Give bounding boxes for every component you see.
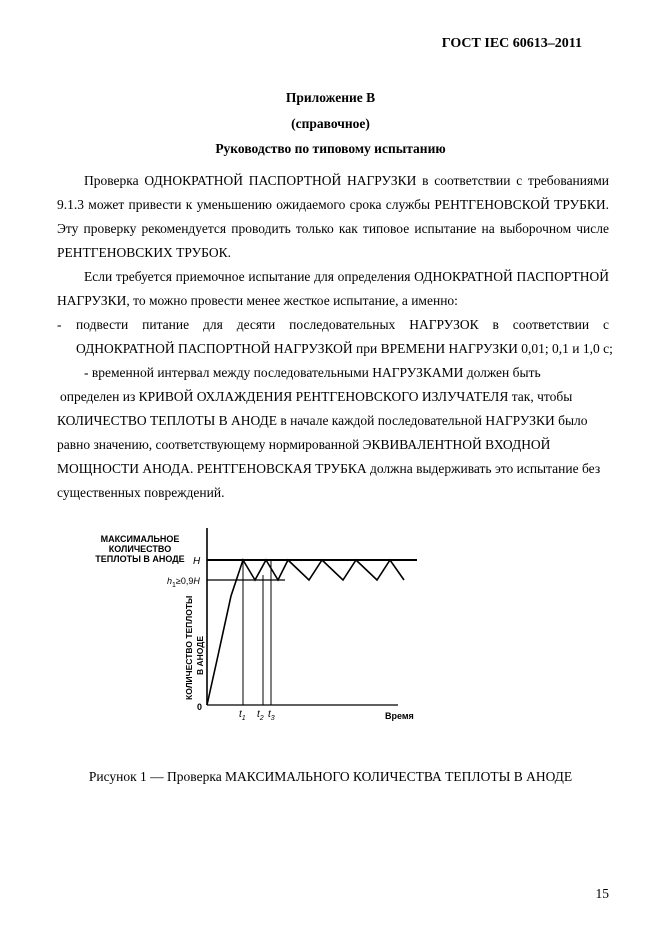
figure-title-line-3: ТЕПЛОТЫ В АНОДЕ — [95, 554, 185, 564]
list-item-2-line-4: равно значению, соответствующему нормированной ЭКВИВАЛЕНТНОЙ ВХОДНОЙ — [57, 437, 551, 452]
paragraph-1-line-3: Эту проверку рекомендуется проводить только как типовое испытание на выборочном числе — [57, 221, 609, 236]
figure-title-line-1: МАКСИМАЛЬНОЕ — [100, 534, 180, 544]
list-item-2-line-6: существенных повреждений. — [57, 485, 225, 500]
page-number: 15 — [595, 886, 609, 901]
h1-label: $h_1\ge 0,9H$ — [167, 576, 200, 589]
list-item-1-line-1: подвести питание для десяти последовательных НАГРУЗОК в соответствии с — [76, 317, 609, 332]
standard-code: ГОСТ IEC 60613–2011 — [441, 36, 582, 51]
list-item-1-line-2: ОДНОКРАТНОЙ ПАСПОРТНОЙ НАГРУЗКОЙ при ВРЕМЕНИ НАГРУЗКИ 0,01; 0,1 и 1,0 с; — [76, 341, 613, 356]
list-bullet: - — [57, 317, 62, 332]
figure-title-line-2: КОЛИЧЕСТВО — [108, 544, 172, 554]
paragraph-2-line-2: НАГРУЗКИ, то можно провести менее жесткое испытание, а именно: — [57, 293, 458, 308]
paragraph-1-line-4: РЕНТГЕНОВСКИХ ТРУБОК. — [57, 245, 231, 260]
origin-label: 0 — [197, 702, 203, 712]
appendix-type: (справочное) — [291, 116, 370, 131]
heat-curve — [207, 560, 404, 705]
list-item-2-line-1: - временной интервал между последовательными НАГРУЗКАМИ должен быть — [84, 365, 541, 380]
y-axis-label-line-2: В АНОДЕ — [195, 635, 205, 675]
appendix-heading: Руководство по типовому испытанию — [215, 141, 446, 156]
list-item-2-line-2: определен из КРИВОЙ ОХЛАЖДЕНИЯ РЕНТГЕНОВСКОГО ИЗЛУЧАТЕЛЯ так, чтобы — [60, 389, 573, 404]
paragraph-2-line-1: Если требуется приемочное испытание для определения ОДНОКРАТНОЙ ПАСПОРТНОЙ — [84, 269, 609, 284]
t2-label: $t_2$ — [257, 709, 264, 722]
y-axis-label — [184, 596, 205, 700]
h-label: H — [193, 556, 201, 567]
heat-content-figure — [95, 520, 425, 735]
list-item-2-line-5: МОЩНОСТИ АНОДА. РЕНТГЕНОВСКАЯ ТРУБКА должна выдерживать это испытание без — [57, 461, 601, 476]
paragraph-1-line-1: Проверка ОДНОКРАТНОЙ ПАСПОРТНОЙ НАГРУЗКИ в соответствии с требованиями — [84, 173, 609, 188]
appendix-title: Приложение В — [285, 90, 376, 105]
t1-label: $t_1$ — [239, 709, 246, 722]
x-axis-label: Время — [385, 711, 414, 721]
y-axis-label-line-1: КОЛИЧЕСТВО ТЕПЛОТЫ — [184, 595, 194, 700]
list-item-2-line-3: КОЛИЧЕСТВО ТЕПЛОТЫ В АНОДЕ в начале каждой последовательной НАГРУЗКИ было — [57, 413, 588, 428]
t3-label: $t_3$ — [268, 709, 275, 722]
figure-caption: Рисунок 1 — Проверка МАКСИМАЛЬНОГО КОЛИЧЕСТВА ТЕПЛОТЫ В АНОДЕ — [88, 769, 573, 784]
paragraph-1-line-2: 9.1.3 может привести к уменьшению ожидаемого срока службы РЕНТГЕНОВСКОЙ ТРУБКИ. — [57, 197, 609, 212]
